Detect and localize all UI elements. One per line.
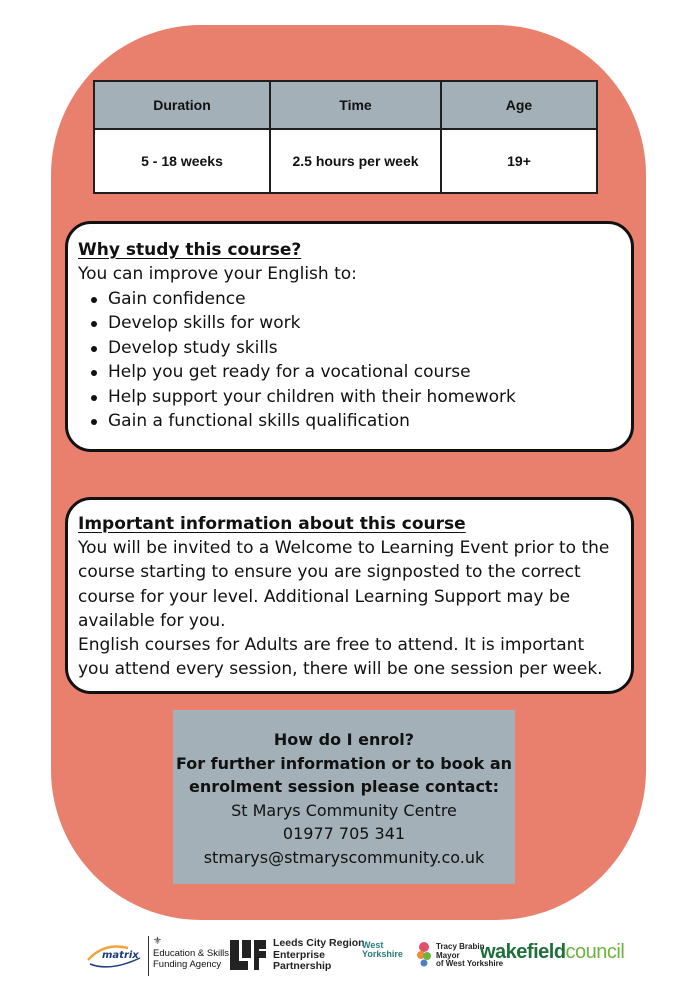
table-row	[94, 129, 597, 193]
wy-text-line-1: West	[362, 940, 384, 950]
important-info-box	[65, 497, 634, 694]
list-item: Develop skills for work	[90, 311, 617, 336]
cell-duration: 5 - 18 weeks	[94, 129, 270, 193]
important-info-paragraph-2: English courses for Adults are free to attend. It is important you attend every session, there will be one session per week.	[78, 635, 603, 680]
why-study-title: Why study this course?	[78, 240, 302, 260]
esfa-text-line-1: Education & Skills	[153, 948, 230, 959]
header-age: Age	[441, 81, 597, 129]
lep-logo-icon	[230, 938, 268, 972]
enrol-subheading-line-2: enrolment session please contact:	[189, 777, 499, 796]
list-item: Help support your children with their homework	[90, 385, 617, 410]
lep-text-line-2: Enterprise	[273, 948, 325, 961]
royal-crest-icon: ⚜	[153, 936, 162, 947]
table-header-row	[94, 81, 597, 129]
enrol-panel	[173, 710, 515, 884]
cell-age: 19+	[441, 129, 597, 193]
why-study-box	[65, 221, 634, 452]
list-item: Gain confidence	[90, 287, 617, 312]
partner-logos	[0, 930, 700, 980]
list-item: Develop study skills	[90, 336, 617, 361]
lep-text-line-3: Partnership	[273, 960, 332, 972]
mayor-text-line-1: Tracy Brabin	[436, 942, 485, 951]
esfa-logo	[148, 936, 229, 976]
lep-logo-text	[273, 938, 365, 973]
important-info-paragraph-1: You will be invited to a Welcome to Learning Event prior to the course starting to ensure you are signposted to the correct course for your level. Additional Learning Support may be available for you.	[78, 538, 610, 631]
matrix-logo	[84, 938, 144, 972]
list-item: Gain a functional skills qualification	[90, 409, 617, 434]
west-yorkshire-logo	[362, 941, 403, 959]
enrol-heading: How do I enrol?	[273, 730, 415, 749]
mayor-rose-icon	[416, 939, 432, 969]
header-time: Time	[270, 81, 441, 129]
matrix-text: matrix	[102, 950, 139, 961]
wakefield-text: wakefield	[480, 941, 566, 963]
why-study-list	[78, 287, 617, 434]
phone-number[interactable]: 01977 705 341	[282, 824, 406, 843]
wy-text-line-2: Yorkshire	[362, 949, 403, 959]
course-info-table	[93, 80, 598, 194]
centre-name: St Marys Community Centre	[231, 800, 457, 820]
wakefield-council-logo	[480, 941, 624, 964]
mayor-text-line-3: of West Yorkshire	[436, 959, 504, 968]
mayor-text-line-2: Mayor	[436, 950, 460, 960]
esfa-text-line-2: Funding Agency	[153, 959, 222, 970]
list-item: Help you get ready for a vocational course	[90, 360, 617, 385]
email-address[interactable]: stmarys@stmaryscommunity.co.uk	[203, 847, 485, 867]
enrol-subheading-line-1: For further information or to book an	[175, 753, 513, 773]
why-study-intro: You can improve your English to:	[78, 264, 357, 284]
council-text: council	[565, 941, 625, 963]
header-duration: Duration	[94, 81, 270, 129]
lep-text-line-1: Leeds City Region	[273, 937, 365, 949]
cell-time: 2.5 hours per week	[270, 129, 441, 193]
important-info-title: Important information about this course	[78, 514, 466, 534]
